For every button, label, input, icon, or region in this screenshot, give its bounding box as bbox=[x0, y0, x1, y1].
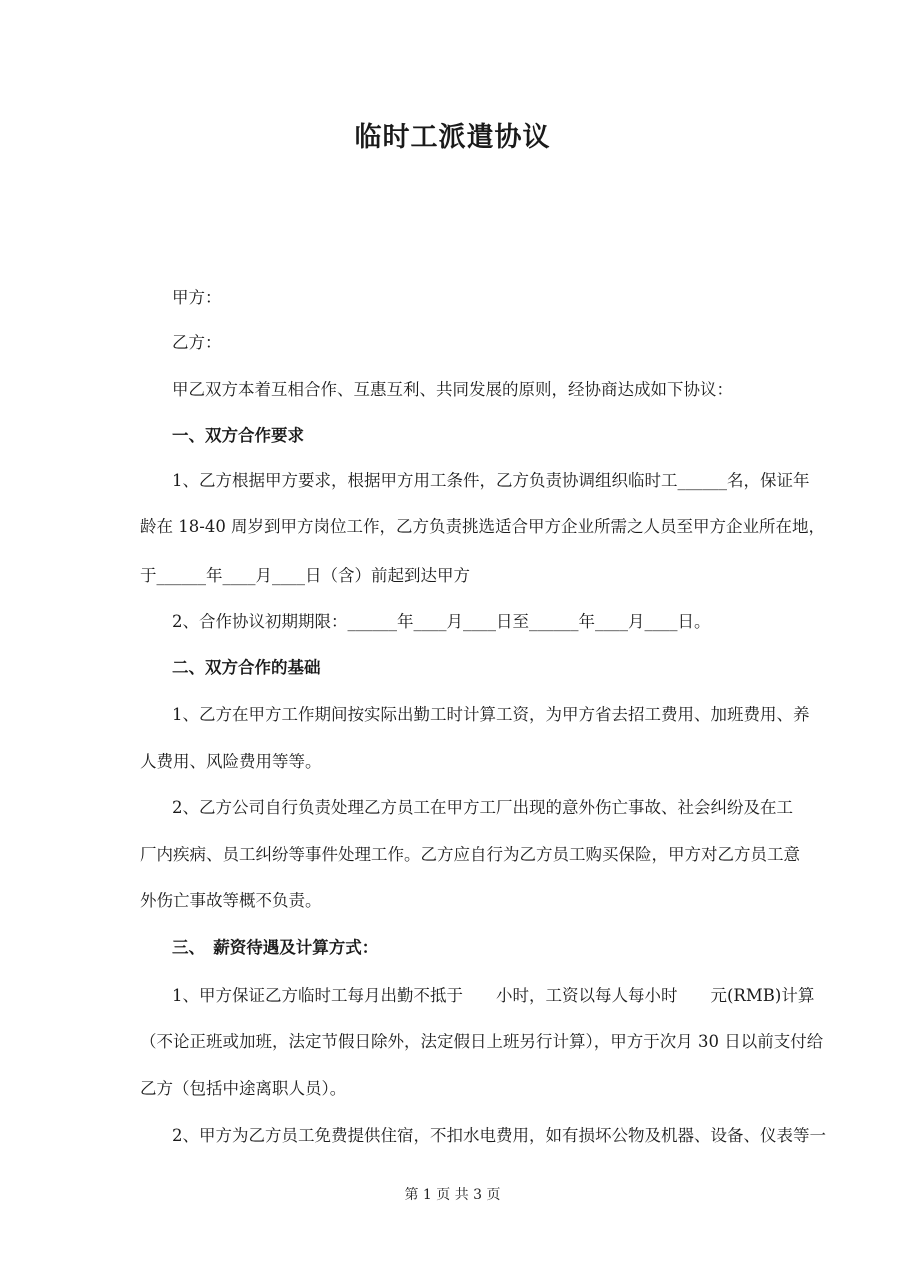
section3-item1-line1: 1、甲方保证乙方临时工每月出勤不抵于 小时，工资以每人每小时 元(RMB)计算 bbox=[172, 986, 815, 1005]
section3-item2-line1: 2、甲方为乙方员工免费提供住宿，不扣水电费用，如有损坏公物及机器、设备、仪表等一 bbox=[172, 1126, 826, 1145]
section3-heading: 三、 薪资待遇及计算方式： bbox=[172, 938, 379, 957]
section2-item1-line1: 1、乙方在甲方工作期间按实际出勤工时计算工资，为甲方省去招工费用、加班费用、养 bbox=[172, 705, 810, 724]
party-a-line: 甲方： bbox=[172, 288, 222, 307]
section2-item2-line1: 2、乙方公司自行负责处理乙方员工在甲方工厂出现的意外伤亡事故、社会纠纷及在工 bbox=[172, 798, 793, 817]
section1-item1-line1: 1、乙方根据甲方要求，根据甲方用工条件，乙方负责协调组织临时工______名，保证年 bbox=[172, 471, 810, 490]
section1-item1-line3: 于______年____月____日（含）前起到达甲方 bbox=[140, 566, 470, 585]
section3-item1-line3: 乙方（包括中途离职人员）。 bbox=[140, 1079, 347, 1098]
page-footer: 第 1 页 共 3 页 bbox=[404, 1187, 501, 1203]
section3-item1-line2: （不论正班或加班，法定节假日除外，法定假日上班另行计算），甲方于次月 30 日以前支付给 bbox=[140, 1032, 824, 1051]
party-b-line: 乙方： bbox=[172, 333, 222, 352]
intro-paragraph: 甲乙双方本着互相合作、互惠互利、共同发展的原则，经协商达成如下协议： bbox=[172, 380, 733, 399]
section2-item1-line2: 人费用、风险费用等等。 bbox=[140, 752, 322, 771]
section2-item2-line2: 厂内疾病、员工纠纷等事件处理工作。乙方应自行为乙方员工购买保险，甲方对乙方员工意 bbox=[140, 845, 800, 864]
section2-heading: 二、双方合作的基础 bbox=[172, 658, 321, 677]
document-title: 临时工派遣协议 bbox=[354, 122, 551, 153]
section1-item2: 2、合作协议初期期限：______年____月____日至______年____月____日。 bbox=[172, 612, 711, 631]
section1-item1-line2: 龄在 18-40 周岁到甲方岗位工作，乙方负责挑选适合甲方企业所需之人员至甲方企业所在地， bbox=[140, 517, 826, 536]
section2-item2-line3: 外伤亡事故等概不负责。 bbox=[140, 891, 322, 910]
section1-heading: 一、双方合作要求 bbox=[172, 426, 304, 445]
